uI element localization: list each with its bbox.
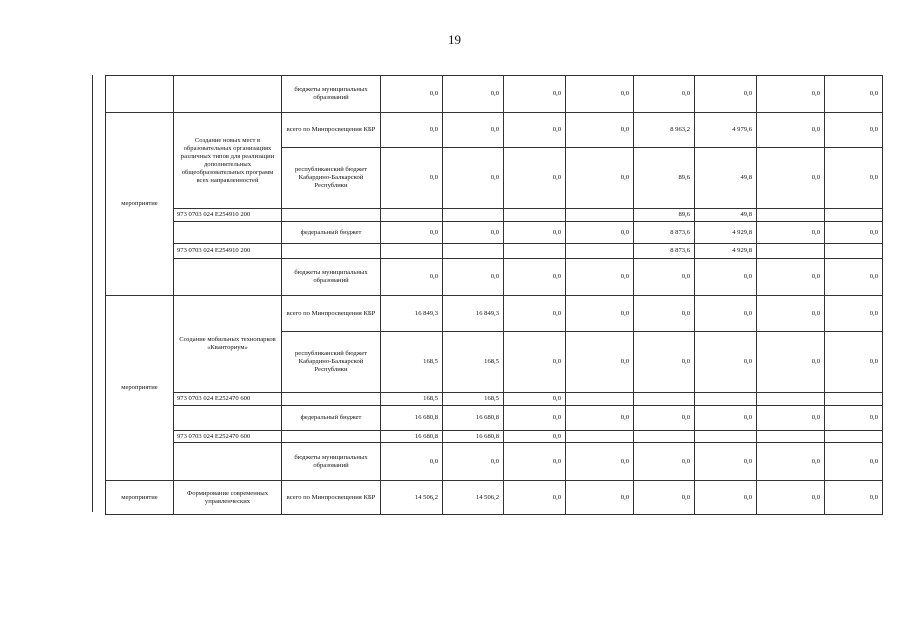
- value-cell: 168,5: [381, 393, 443, 406]
- value-cell: [825, 393, 883, 406]
- name-cell: [174, 259, 282, 296]
- source-cell: [282, 431, 381, 443]
- value-cell: 0,0: [695, 332, 757, 393]
- value-cell: 0,0: [381, 443, 443, 481]
- value-cell: 0,0: [566, 443, 634, 481]
- value-cell: 0,0: [566, 406, 634, 431]
- name-cell: [174, 222, 282, 244]
- source-federal: федеральный бюджет: [282, 222, 381, 244]
- value-cell: 0,0: [825, 259, 883, 296]
- value-cell: 0,0: [566, 259, 634, 296]
- budget-table: [105, 75, 883, 515]
- table-row: [106, 481, 883, 515]
- budget-code: 973 0703 024 E252470 600: [174, 393, 282, 406]
- value-cell: 0,0: [504, 222, 566, 244]
- value-cell: 0,0: [443, 148, 504, 209]
- value-cell: 0,0: [757, 481, 825, 515]
- value-cell: 0,0: [443, 443, 504, 481]
- value-cell: 16 680,8: [381, 431, 443, 443]
- budget-code: 973 0703 024 E254910 200: [174, 244, 282, 259]
- value-cell: 8 873,6: [634, 222, 695, 244]
- source-cell: [282, 209, 381, 222]
- value-cell: 0,0: [695, 296, 757, 332]
- value-cell: 0,0: [504, 296, 566, 332]
- value-cell: 89,6: [634, 148, 695, 209]
- event-type: мероприятие: [106, 113, 174, 296]
- event-type: мероприятие: [106, 481, 174, 515]
- value-cell: 0,0: [825, 76, 883, 113]
- value-cell: 16 680,8: [443, 406, 504, 431]
- value-cell: 0,0: [381, 76, 443, 113]
- table-row: [106, 209, 883, 222]
- value-cell: [566, 209, 634, 222]
- source-regional: республиканский бюджет Кабардино-Балкарской Республики: [282, 148, 381, 209]
- value-cell: 168,5: [443, 393, 504, 406]
- value-cell: 0,0: [695, 259, 757, 296]
- value-cell: 0,0: [504, 259, 566, 296]
- table-row: [106, 406, 883, 431]
- value-cell: 0,0: [825, 406, 883, 431]
- value-cell: 0,0: [757, 222, 825, 244]
- value-cell: 49,8: [695, 209, 757, 222]
- source-municipal: бюджеты муниципальных образований: [282, 443, 381, 481]
- value-cell: 0,0: [825, 222, 883, 244]
- value-cell: 0,0: [504, 406, 566, 431]
- value-cell: 0,0: [757, 332, 825, 393]
- value-cell: 0,0: [757, 443, 825, 481]
- value-cell: 16 849,3: [443, 296, 504, 332]
- value-cell: 0,0: [443, 259, 504, 296]
- value-cell: 0,0: [443, 113, 504, 148]
- value-cell: 0,0: [825, 296, 883, 332]
- value-cell: 0,0: [634, 259, 695, 296]
- value-cell: 0,0: [825, 332, 883, 393]
- table-row: [106, 296, 883, 332]
- value-cell: 0,0: [504, 481, 566, 515]
- value-cell: 0,0: [566, 76, 634, 113]
- table-left-border: [92, 75, 93, 512]
- value-cell: 0,0: [634, 443, 695, 481]
- value-cell: [566, 244, 634, 259]
- value-cell: 0,0: [825, 443, 883, 481]
- value-cell: 0,0: [566, 113, 634, 148]
- value-cell: [825, 244, 883, 259]
- value-cell: 0,0: [504, 148, 566, 209]
- value-cell: [825, 209, 883, 222]
- event-name: Создание новых мест в образовательных организациях различных типов для реализации дополнительных общеобразовательных программ всех направленностей: [174, 113, 282, 209]
- table-row: [106, 76, 883, 113]
- value-cell: 0,0: [504, 332, 566, 393]
- value-cell: [825, 431, 883, 443]
- value-cell: 0,0: [381, 148, 443, 209]
- value-cell: 16 849,3: [381, 296, 443, 332]
- source-federal: федеральный бюджет: [282, 406, 381, 431]
- value-cell: [566, 393, 634, 406]
- value-cell: 89,6: [634, 209, 695, 222]
- value-cell: 0,0: [634, 406, 695, 431]
- budget-code: 973 0703 024 E252470 600: [174, 431, 282, 443]
- value-cell: [381, 209, 443, 222]
- page-number: 19: [448, 32, 461, 47]
- event-name: Создание мобильных технопарков «Кванториум»: [174, 296, 282, 393]
- value-cell: 16 680,8: [381, 406, 443, 431]
- value-cell: [757, 431, 825, 443]
- value-cell: 0,0: [634, 296, 695, 332]
- value-cell: [634, 393, 695, 406]
- source-cell: бюджеты муниципальных образований: [282, 76, 381, 113]
- value-cell: 0,0: [757, 148, 825, 209]
- value-cell: 168,5: [443, 332, 504, 393]
- table-row: [106, 443, 883, 481]
- value-cell: 16 680,8: [443, 431, 504, 443]
- value-cell: 8 873,6: [634, 244, 695, 259]
- value-cell: 0,0: [695, 76, 757, 113]
- value-cell: 0,0: [381, 259, 443, 296]
- value-cell: [634, 431, 695, 443]
- table-row: [106, 393, 883, 406]
- value-cell: 0,0: [695, 443, 757, 481]
- value-cell: 0,0: [634, 332, 695, 393]
- value-cell: [757, 209, 825, 222]
- name-cell: [174, 443, 282, 481]
- table-row: [106, 244, 883, 259]
- value-cell: 0,0: [504, 393, 566, 406]
- value-cell: [695, 393, 757, 406]
- value-cell: [504, 244, 566, 259]
- table-row: [106, 431, 883, 443]
- value-cell: 0,0: [504, 431, 566, 443]
- value-cell: 0,0: [504, 113, 566, 148]
- value-cell: 0,0: [566, 148, 634, 209]
- value-cell: 0,0: [381, 113, 443, 148]
- table-row: [106, 259, 883, 296]
- source-total: всего по Минпросвещения КБР: [282, 481, 381, 515]
- value-cell: 0,0: [825, 113, 883, 148]
- value-cell: 4 929,8: [695, 222, 757, 244]
- value-cell: 0,0: [443, 222, 504, 244]
- value-cell: 168,5: [381, 332, 443, 393]
- value-cell: [443, 209, 504, 222]
- value-cell: 0,0: [504, 76, 566, 113]
- value-cell: 0,0: [634, 76, 695, 113]
- source-cell: [282, 393, 381, 406]
- value-cell: 0,0: [566, 222, 634, 244]
- type-cell: [106, 76, 174, 113]
- value-cell: 0,0: [566, 296, 634, 332]
- value-cell: 0,0: [566, 481, 634, 515]
- value-cell: 0,0: [443, 76, 504, 113]
- value-cell: [443, 244, 504, 259]
- table-row: [106, 222, 883, 244]
- name-cell: [174, 76, 282, 113]
- name-cell: [174, 406, 282, 431]
- value-cell: 0,0: [757, 406, 825, 431]
- value-cell: 0,0: [695, 406, 757, 431]
- value-cell: [757, 244, 825, 259]
- value-cell: [381, 244, 443, 259]
- source-total: всего по Минпросвещения КБР: [282, 296, 381, 332]
- source-total: всего по Минпросвещения КБР: [282, 113, 381, 148]
- value-cell: 14 506,2: [381, 481, 443, 515]
- value-cell: 4 979,6: [695, 113, 757, 148]
- event-name: Формирование современных управленческих: [174, 481, 282, 515]
- value-cell: 0,0: [634, 481, 695, 515]
- value-cell: 0,0: [825, 148, 883, 209]
- source-municipal: бюджеты муниципальных образований: [282, 259, 381, 296]
- value-cell: 14 506,2: [443, 481, 504, 515]
- table-row: [106, 113, 883, 148]
- value-cell: [504, 209, 566, 222]
- value-cell: 0,0: [825, 481, 883, 515]
- value-cell: 0,0: [757, 113, 825, 148]
- source-cell: [282, 244, 381, 259]
- event-type: мероприятие: [106, 296, 174, 481]
- value-cell: 0,0: [757, 76, 825, 113]
- value-cell: [757, 393, 825, 406]
- value-cell: 49,8: [695, 148, 757, 209]
- value-cell: 4 929,8: [695, 244, 757, 259]
- value-cell: 0,0: [757, 296, 825, 332]
- value-cell: [566, 431, 634, 443]
- value-cell: 0,0: [757, 259, 825, 296]
- value-cell: [695, 431, 757, 443]
- source-regional: республиканский бюджет Кабардино-Балкарской Республики: [282, 332, 381, 393]
- value-cell: 8 963,2: [634, 113, 695, 148]
- budget-code: 973 0703 024 E254910 200: [174, 209, 282, 222]
- value-cell: 0,0: [566, 332, 634, 393]
- value-cell: 0,0: [695, 481, 757, 515]
- value-cell: 0,0: [504, 443, 566, 481]
- value-cell: 0,0: [381, 222, 443, 244]
